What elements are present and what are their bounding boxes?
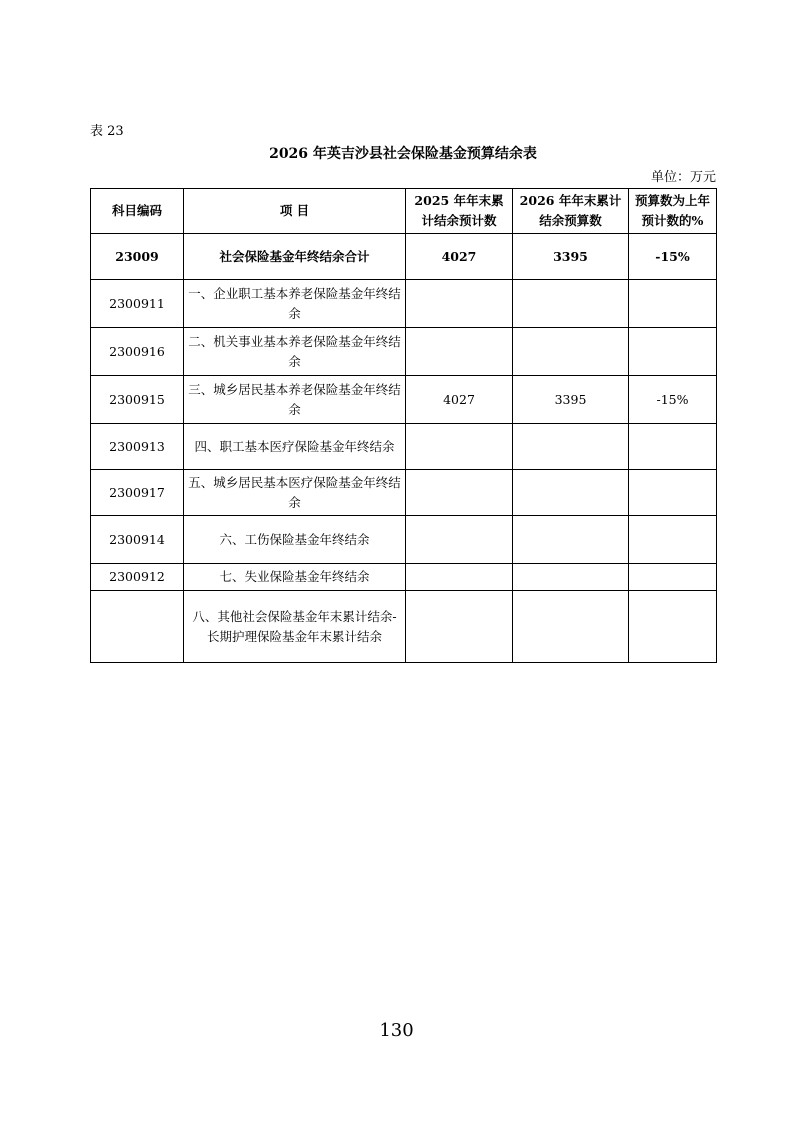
cell-item: 六、工伤保险基金年终结余 xyxy=(184,516,406,564)
cell-2026 xyxy=(513,280,629,328)
cell-2025 xyxy=(406,591,513,663)
cell-item: 五、城乡居民基本医疗保险基金年终结余 xyxy=(184,470,406,516)
table-row xyxy=(91,424,717,470)
cell-code: 2300915 xyxy=(91,376,184,424)
cell-code: 2300916 xyxy=(91,328,184,376)
cell-item: 七、失业保险基金年终结余 xyxy=(184,564,406,591)
table-row xyxy=(91,470,717,516)
cell-pct xyxy=(629,280,717,328)
cell-2025 xyxy=(406,424,513,470)
cell-pct xyxy=(629,328,717,376)
page-number: 130 xyxy=(379,1020,414,1041)
cell-code: 2300917 xyxy=(91,470,184,516)
cell-pct xyxy=(629,470,717,516)
cell-2025 xyxy=(406,470,513,516)
header-2026: 2026 年年末累计结余预算数 xyxy=(513,189,629,234)
header-pct: 预算数为上年预计数的% xyxy=(629,189,717,234)
cell-2025 xyxy=(406,564,513,591)
cell-code: 23009 xyxy=(91,234,184,280)
header-code: 科目编码 xyxy=(91,189,184,234)
cell-2025 xyxy=(406,328,513,376)
cell-code xyxy=(91,591,184,663)
cell-2026 xyxy=(513,424,629,470)
cell-2025 xyxy=(406,516,513,564)
table-label: 表 23 xyxy=(90,124,124,139)
table-row xyxy=(91,328,717,376)
cell-item: 八、其他社会保险基金年末累计结余-长期护理保险基金年末累计结余 xyxy=(184,591,406,663)
unit-label: 单位：万元 xyxy=(650,170,716,185)
cell-item: 一、企业职工基本养老保险基金年终结余 xyxy=(184,280,406,328)
table-row xyxy=(91,280,717,328)
header-item: 项 目 xyxy=(184,189,406,234)
cell-pct: -15% xyxy=(629,234,717,280)
cell-item: 三、城乡居民基本养老保险基金年终结余 xyxy=(184,376,406,424)
cell-pct xyxy=(629,424,717,470)
table-row xyxy=(91,376,717,424)
cell-2026 xyxy=(513,591,629,663)
table-row-total xyxy=(91,234,717,280)
budget-table xyxy=(90,188,717,663)
cell-pct xyxy=(629,591,717,663)
table-row xyxy=(91,591,717,663)
cell-pct xyxy=(629,564,717,591)
cell-pct: -15% xyxy=(629,376,717,424)
cell-2026 xyxy=(513,564,629,591)
table-row xyxy=(91,516,717,564)
cell-code: 2300912 xyxy=(91,564,184,591)
cell-2026: 3395 xyxy=(513,376,629,424)
cell-item: 社会保险基金年终结余合计 xyxy=(184,234,406,280)
cell-code: 2300914 xyxy=(91,516,184,564)
header-2025: 2025 年年末累计结余预计数 xyxy=(406,189,513,234)
cell-2026 xyxy=(513,516,629,564)
cell-2026 xyxy=(513,470,629,516)
cell-item: 四、职工基本医疗保险基金年终结余 xyxy=(184,424,406,470)
cell-code: 2300913 xyxy=(91,424,184,470)
cell-2025: 4027 xyxy=(406,234,513,280)
cell-item: 二、机关事业基本养老保险基金年终结余 xyxy=(184,328,406,376)
cell-2026: 3395 xyxy=(513,234,629,280)
cell-2025: 4027 xyxy=(406,376,513,424)
cell-pct xyxy=(629,516,717,564)
cell-code: 2300911 xyxy=(91,280,184,328)
cell-2026 xyxy=(513,328,629,376)
page-title: 2026 年英吉沙县社会保险基金预算结余表 xyxy=(269,146,537,162)
table-row xyxy=(91,564,717,591)
cell-2025 xyxy=(406,280,513,328)
table-header-row xyxy=(91,189,717,234)
